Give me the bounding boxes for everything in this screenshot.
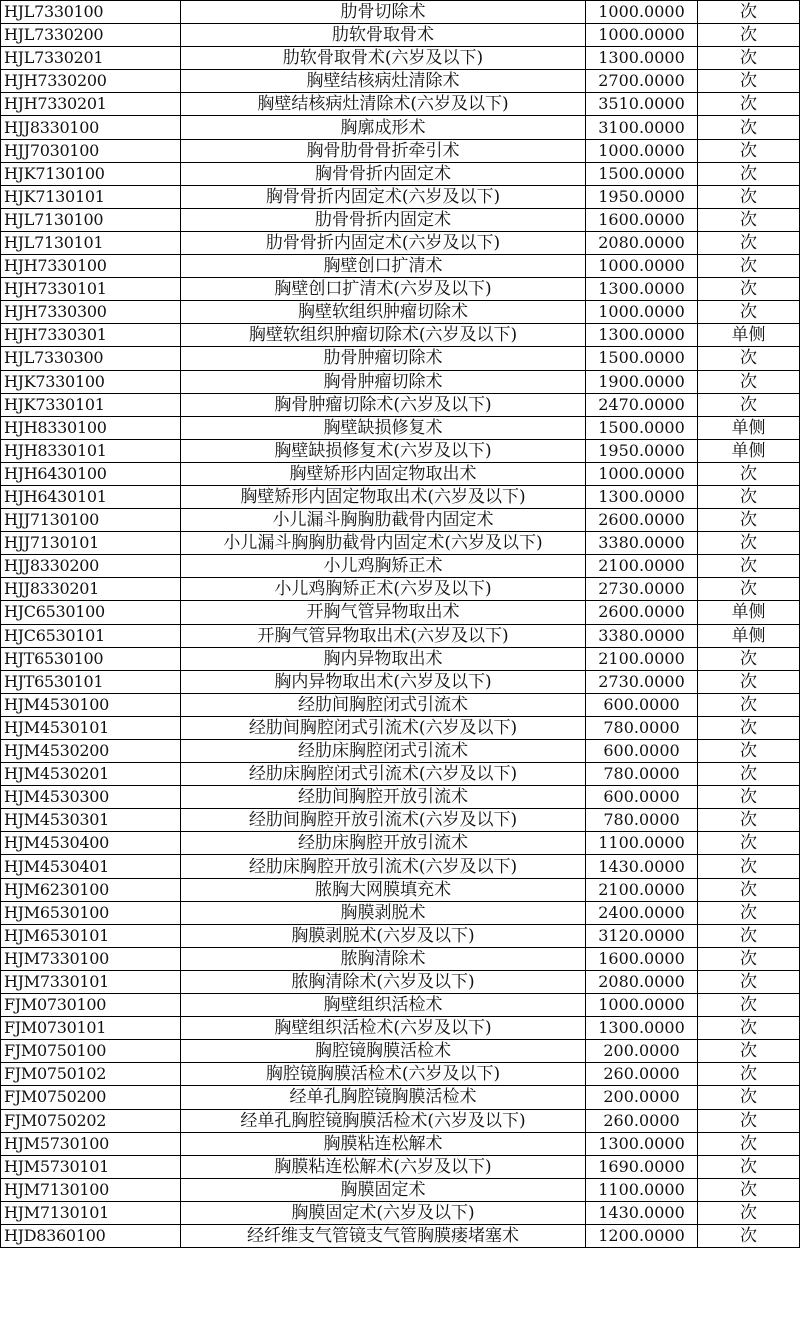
price-cell: 2400.0000 [586,901,698,924]
item-name-cell: 经肋床胸腔开放引流术(六岁及以下) [181,855,586,878]
price-cell: 2730.0000 [586,670,698,693]
price-cell: 1900.0000 [586,370,698,393]
unit-cell: 次 [698,185,800,208]
price-cell: 2080.0000 [586,970,698,993]
item-code-cell: HJK7330101 [1,393,181,416]
unit-cell: 次 [698,1109,800,1132]
table-row [1,231,800,254]
price-cell: 2730.0000 [586,578,698,601]
table-row [1,255,800,278]
table-row [1,1201,800,1224]
table-row [1,786,800,809]
unit-cell: 次 [698,347,800,370]
unit-cell: 次 [698,1132,800,1155]
unit-cell: 次 [698,1155,800,1178]
unit-cell: 次 [698,139,800,162]
price-cell: 1430.0000 [586,1201,698,1224]
price-cell: 600.0000 [586,786,698,809]
item-name-cell: 肋骨切除术 [181,1,586,24]
item-name-cell: 脓胸清除术(六岁及以下) [181,970,586,993]
price-cell: 3120.0000 [586,924,698,947]
item-name-cell: 胸膜固定术 [181,1178,586,1201]
item-name-cell: 胸壁结核病灶清除术 [181,70,586,93]
price-cell: 1500.0000 [586,162,698,185]
table-row [1,278,800,301]
table-row [1,670,800,693]
item-code-cell: HJK7130101 [1,185,181,208]
unit-cell: 次 [698,809,800,832]
table-row [1,1063,800,1086]
table-row [1,947,800,970]
item-code-cell: HJL7330200 [1,24,181,47]
item-code-cell: HJH7330100 [1,255,181,278]
table-row [1,139,800,162]
price-cell: 1000.0000 [586,1,698,24]
item-name-cell: 胸壁软组织肿瘤切除术(六岁及以下) [181,324,586,347]
item-code-cell: HJM4530200 [1,740,181,763]
price-cell: 3380.0000 [586,624,698,647]
item-name-cell: 胸腔镜胸膜活检术 [181,1040,586,1063]
unit-cell: 次 [698,878,800,901]
price-cell: 2100.0000 [586,647,698,670]
price-cell: 2600.0000 [586,509,698,532]
table-row [1,994,800,1017]
item-code-cell: FJM0750102 [1,1063,181,1086]
unit-cell: 次 [698,763,800,786]
table-row [1,1086,800,1109]
item-code-cell: HJK7330100 [1,370,181,393]
item-name-cell: 胸壁软组织肿瘤切除术 [181,301,586,324]
item-code-cell: HJJ7130101 [1,532,181,555]
table-row [1,185,800,208]
price-cell: 2600.0000 [586,601,698,624]
item-code-cell: HJH7330301 [1,324,181,347]
item-name-cell: 胸骨肿瘤切除术 [181,370,586,393]
unit-cell: 次 [698,716,800,739]
item-code-cell: HJM4530101 [1,716,181,739]
item-name-cell: 经肋床胸腔闭式引流术 [181,740,586,763]
item-code-cell: HJM7330100 [1,947,181,970]
price-cell: 1430.0000 [586,855,698,878]
price-cell: 1690.0000 [586,1155,698,1178]
item-name-cell: 肋软骨取骨术(六岁及以下) [181,47,586,70]
item-name-cell: 胸壁矫形内固定物取出术 [181,462,586,485]
item-name-cell: 胸壁矫形内固定物取出术(六岁及以下) [181,485,586,508]
item-name-cell: 胸膜固定术(六岁及以下) [181,1201,586,1224]
item-name-cell: 肋软骨取骨术 [181,24,586,47]
table-row [1,1178,800,1201]
table-row [1,809,800,832]
unit-cell: 次 [698,485,800,508]
item-code-cell: FJM0750100 [1,1040,181,1063]
price-cell: 1500.0000 [586,347,698,370]
item-code-cell: HJC6530101 [1,624,181,647]
table-row [1,47,800,70]
item-code-cell: HJJ8330100 [1,116,181,139]
item-name-cell: 肋骨肿瘤切除术 [181,347,586,370]
table-row [1,485,800,508]
unit-cell: 次 [698,578,800,601]
table-row [1,393,800,416]
unit-cell: 次 [698,1201,800,1224]
unit-cell: 次 [698,116,800,139]
table-row [1,116,800,139]
unit-cell: 次 [698,1040,800,1063]
table-row [1,901,800,924]
unit-cell: 次 [698,994,800,1017]
price-cell: 1000.0000 [586,139,698,162]
item-code-cell: HJH7330200 [1,70,181,93]
item-code-cell: HJD8360100 [1,1224,181,1247]
item-code-cell: HJM5730101 [1,1155,181,1178]
item-code-cell: HJT6530100 [1,647,181,670]
table-row [1,462,800,485]
table-row [1,1,800,24]
item-name-cell: 经肋床胸腔闭式引流术(六岁及以下) [181,763,586,786]
item-name-cell: 开胸气管异物取出术(六岁及以下) [181,624,586,647]
item-code-cell: HJM4530100 [1,693,181,716]
unit-cell: 次 [698,1017,800,1040]
unit-cell: 次 [698,462,800,485]
item-name-cell: 经单孔胸腔镜胸膜活检术 [181,1086,586,1109]
item-name-cell: 胸壁创口扩清术 [181,255,586,278]
price-cell: 1000.0000 [586,255,698,278]
item-name-cell: 经肋间胸腔闭式引流术 [181,693,586,716]
item-name-cell: 胸壁组织活检术(六岁及以下) [181,1017,586,1040]
item-name-cell: 经肋间胸腔闭式引流术(六岁及以下) [181,716,586,739]
price-cell: 3100.0000 [586,116,698,139]
item-code-cell: HJJ8330201 [1,578,181,601]
table-row [1,93,800,116]
item-name-cell: 小儿鸡胸矫正术(六岁及以下) [181,578,586,601]
item-code-cell: HJH7330101 [1,278,181,301]
unit-cell: 次 [698,255,800,278]
unit-cell: 次 [698,647,800,670]
table-row [1,1040,800,1063]
item-code-cell: HJJ7130100 [1,509,181,532]
unit-cell: 次 [698,93,800,116]
item-code-cell: HJH7330300 [1,301,181,324]
price-cell: 1000.0000 [586,462,698,485]
price-cell: 600.0000 [586,693,698,716]
item-code-cell: FJM0750200 [1,1086,181,1109]
price-cell: 1950.0000 [586,185,698,208]
item-code-cell: HJM5730100 [1,1132,181,1155]
price-cell: 1300.0000 [586,1017,698,1040]
table-row [1,439,800,462]
item-code-cell: HJC6530100 [1,601,181,624]
price-cell: 780.0000 [586,716,698,739]
table-row [1,324,800,347]
unit-cell: 次 [698,370,800,393]
item-code-cell: HJK7130100 [1,162,181,185]
table-row [1,624,800,647]
unit-cell: 次 [698,670,800,693]
unit-cell: 次 [698,1,800,24]
unit-cell: 次 [698,740,800,763]
item-name-cell: 胸膜粘连松解术 [181,1132,586,1155]
unit-cell: 次 [698,1178,800,1201]
item-name-cell: 脓胸大网膜填充术 [181,878,586,901]
price-cell: 260.0000 [586,1109,698,1132]
item-name-cell: 胸骨肿瘤切除术(六岁及以下) [181,393,586,416]
item-name-cell: 胸壁缺损修复术(六岁及以下) [181,439,586,462]
item-code-cell: HJM4530300 [1,786,181,809]
item-code-cell: HJL7130101 [1,231,181,254]
item-code-cell: HJM6230100 [1,878,181,901]
item-name-cell: 胸廓成形术 [181,116,586,139]
item-code-cell: HJH6430100 [1,462,181,485]
table-row [1,70,800,93]
unit-cell: 单侧 [698,624,800,647]
item-name-cell: 小儿漏斗胸胸肋截骨内固定术(六岁及以下) [181,532,586,555]
price-cell: 1000.0000 [586,994,698,1017]
item-name-cell: 经肋床胸腔开放引流术 [181,832,586,855]
unit-cell: 次 [698,970,800,993]
table-row [1,578,800,601]
table-row [1,693,800,716]
table-row [1,555,800,578]
item-code-cell: HJM4530401 [1,855,181,878]
table-row [1,601,800,624]
price-cell: 1300.0000 [586,485,698,508]
price-cell: 600.0000 [586,740,698,763]
table-row [1,878,800,901]
table-row [1,370,800,393]
table-row [1,855,800,878]
table-row [1,1224,800,1247]
table-row [1,1132,800,1155]
unit-cell: 次 [698,532,800,555]
price-cell: 1300.0000 [586,324,698,347]
price-cell: 200.0000 [586,1086,698,1109]
price-cell: 1950.0000 [586,439,698,462]
price-cell: 2470.0000 [586,393,698,416]
item-name-cell: 胸壁组织活检术 [181,994,586,1017]
item-name-cell: 胸内异物取出术(六岁及以下) [181,670,586,693]
item-name-cell: 胸壁创口扩清术(六岁及以下) [181,278,586,301]
unit-cell: 次 [698,162,800,185]
price-cell: 1300.0000 [586,47,698,70]
item-code-cell: HJH7330201 [1,93,181,116]
item-code-cell: HJH6430101 [1,485,181,508]
price-cell: 1500.0000 [586,416,698,439]
item-code-cell: HJM6530101 [1,924,181,947]
unit-cell: 单侧 [698,439,800,462]
unit-cell: 次 [698,832,800,855]
table-row [1,301,800,324]
item-name-cell: 胸骨骨折内固定术(六岁及以下) [181,185,586,208]
unit-cell: 次 [698,24,800,47]
table-row [1,208,800,231]
unit-cell: 次 [698,70,800,93]
price-cell: 3380.0000 [586,532,698,555]
price-cell: 1000.0000 [586,301,698,324]
price-cell: 2080.0000 [586,231,698,254]
price-cell: 260.0000 [586,1063,698,1086]
price-cell: 2100.0000 [586,555,698,578]
item-name-cell: 经肋间胸腔开放引流术(六岁及以下) [181,809,586,832]
table-row [1,647,800,670]
table-row [1,1017,800,1040]
unit-cell: 单侧 [698,601,800,624]
table-row [1,716,800,739]
unit-cell: 次 [698,555,800,578]
item-name-cell: 经肋间胸腔开放引流术 [181,786,586,809]
unit-cell: 次 [698,509,800,532]
item-name-cell: 胸骨骨折内固定术 [181,162,586,185]
price-cell: 3510.0000 [586,93,698,116]
item-code-cell: FJM0730101 [1,1017,181,1040]
unit-cell: 次 [698,1224,800,1247]
item-name-cell: 胸壁缺损修复术 [181,416,586,439]
item-name-cell: 胸内异物取出术 [181,647,586,670]
item-code-cell: FJM0750202 [1,1109,181,1132]
price-cell: 1100.0000 [586,1178,698,1201]
unit-cell: 单侧 [698,324,800,347]
unit-cell: 次 [698,786,800,809]
unit-cell: 次 [698,208,800,231]
price-cell: 200.0000 [586,1040,698,1063]
unit-cell: 次 [698,301,800,324]
item-name-cell: 经单孔胸腔镜胸膜活检术(六岁及以下) [181,1109,586,1132]
item-name-cell: 小儿鸡胸矫正术 [181,555,586,578]
item-name-cell: 胸膜剥脱术(六岁及以下) [181,924,586,947]
price-cell: 1300.0000 [586,278,698,301]
item-name-cell: 经纤维支气管镜支气管胸膜瘘堵塞术 [181,1224,586,1247]
item-code-cell: FJM0730100 [1,994,181,1017]
unit-cell: 次 [698,231,800,254]
table-row [1,832,800,855]
item-code-cell: HJM4530400 [1,832,181,855]
unit-cell: 次 [698,47,800,70]
price-cell: 780.0000 [586,809,698,832]
item-code-cell: HJM4530301 [1,809,181,832]
table-row [1,1155,800,1178]
item-code-cell: HJM7130101 [1,1201,181,1224]
item-code-cell: HJL7130100 [1,208,181,231]
item-code-cell: HJL7330300 [1,347,181,370]
unit-cell: 次 [698,278,800,301]
unit-cell: 次 [698,1063,800,1086]
price-cell: 2700.0000 [586,70,698,93]
price-cell: 1000.0000 [586,24,698,47]
item-name-cell: 肋骨骨折内固定术(六岁及以下) [181,231,586,254]
item-name-cell: 胸壁结核病灶清除术(六岁及以下) [181,93,586,116]
unit-cell: 次 [698,693,800,716]
table-row [1,1109,800,1132]
item-name-cell: 胸膜剥脱术 [181,901,586,924]
table-row [1,740,800,763]
item-name-cell: 胸膜粘连松解术(六岁及以下) [181,1155,586,1178]
item-code-cell: HJJ7030100 [1,139,181,162]
table-body [1,1,800,1248]
item-code-cell: HJM7330101 [1,970,181,993]
item-name-cell: 小儿漏斗胸胸肋截骨内固定术 [181,509,586,532]
price-cell: 1600.0000 [586,947,698,970]
price-cell: 1200.0000 [586,1224,698,1247]
table-row [1,416,800,439]
price-cell: 1300.0000 [586,1132,698,1155]
unit-cell: 次 [698,855,800,878]
item-code-cell: HJM7130100 [1,1178,181,1201]
price-cell: 780.0000 [586,763,698,786]
item-name-cell: 脓胸清除术 [181,947,586,970]
item-code-cell: HJM4530201 [1,763,181,786]
item-code-cell: HJH8330100 [1,416,181,439]
item-code-cell: HJL7330100 [1,1,181,24]
table-row [1,162,800,185]
item-name-cell: 肋骨骨折内固定术 [181,208,586,231]
item-code-cell: HJL7330201 [1,47,181,70]
table-row [1,24,800,47]
unit-cell: 次 [698,393,800,416]
item-code-cell: HJH8330101 [1,439,181,462]
price-cell: 2100.0000 [586,878,698,901]
table-row [1,763,800,786]
item-name-cell: 开胸气管异物取出术 [181,601,586,624]
unit-cell: 次 [698,924,800,947]
item-name-cell: 胸腔镜胸膜活检术(六岁及以下) [181,1063,586,1086]
table-row [1,924,800,947]
table-row [1,532,800,555]
unit-cell: 次 [698,901,800,924]
item-code-cell: HJJ8330200 [1,555,181,578]
item-code-cell: HJM6530100 [1,901,181,924]
table-row [1,509,800,532]
price-cell: 1600.0000 [586,208,698,231]
item-name-cell: 胸骨肋骨骨折牵引术 [181,139,586,162]
table-row [1,970,800,993]
unit-cell: 次 [698,1086,800,1109]
unit-cell: 次 [698,947,800,970]
unit-cell: 单侧 [698,416,800,439]
table-row [1,347,800,370]
price-cell: 1100.0000 [586,832,698,855]
item-code-cell: HJT6530101 [1,670,181,693]
